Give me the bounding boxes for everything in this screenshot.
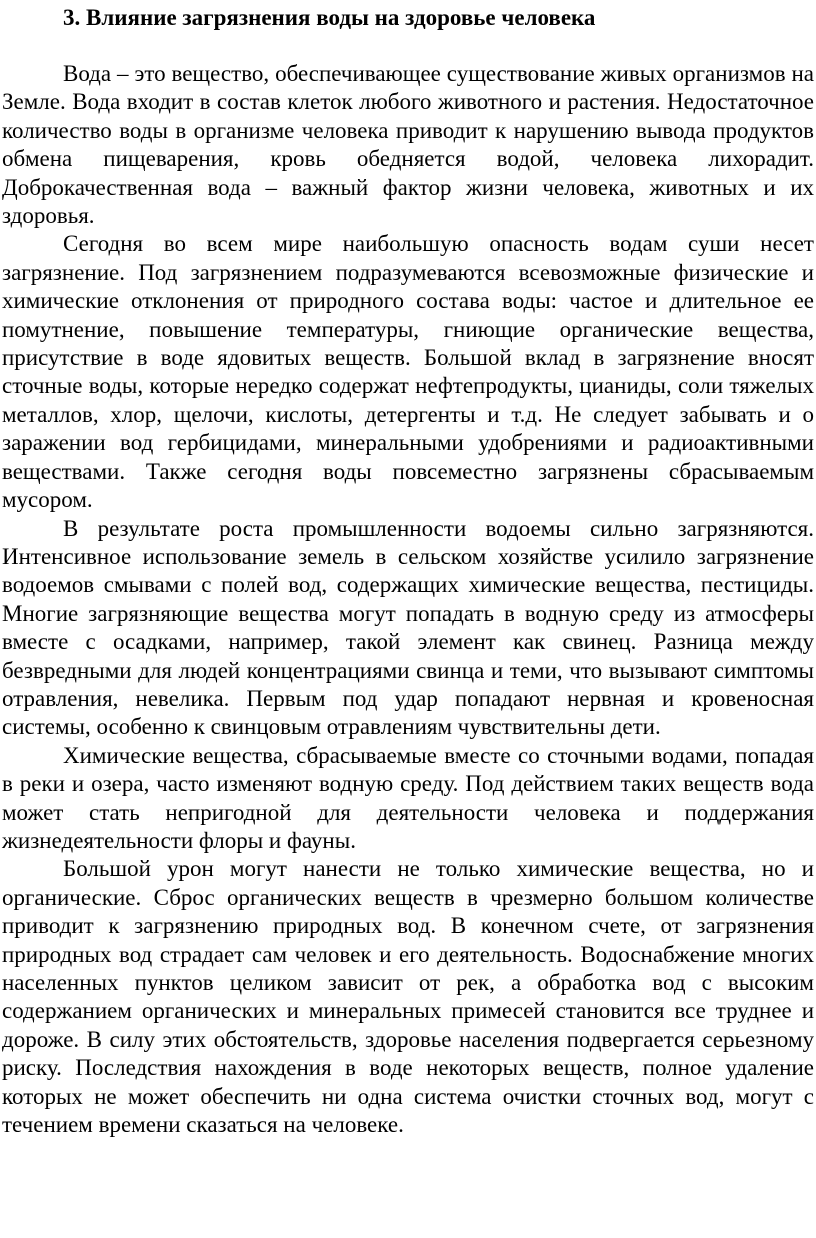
paragraph: В результате роста промышленности водоемы сильно загрязняются. Интенсивное использование земель в сельском хозяйстве усилило загрязнение водоемов смывами с полей вод, содержащих химические вещества, пестициды. Многие загрязняющие вещества могут попадать в водную среду из атмосферы вместе с осадками, например, такой элемент как свинец. Разница между безвредными для людей концентрациями свинца и теми, что вызывают симптомы отравления, невелика. Первым под удар попадают нервная и кровеносная системы, особенно к свинцовым отравлениям чувствительны дети. — [2, 515, 814, 740]
section-heading: 3. Влияние загрязнения воды на здоровье человека — [63, 5, 596, 30]
paragraph: Большой урон могут нанести не только химические вещества, но и органические. Сброс органических веществ в чрезмерно большом количестве приводит к загрязнению природных вод. В конечном счете, от загрязнения природных вод страдает сам человек и его деятельность. Водоснабжение многих населенных пунктов целиком зависит от рек, а обработка вод с высоким содержанием органических и минеральных примесей становится все труднее и дороже. В силу этих обстоятельств, здоровье населения подвергается серьезному риску. Последствия нахождения в воде некоторых веществ, полное удаление которых не может обеспечить ни одна система очистки сточных вод, могут с течением времени сказаться на человеке. — [2, 856, 814, 1138]
paragraph: Сегодня во всем мире наибольшую опасность водам суши несет загрязнение. Под загрязнением подразумеваются всевозможные физические и химические отклонения от природного состава воды: частое и длительное ее помутнение, повышение температуры, гниющие органические вещества, присутствие в воде ядовитых веществ. Большой вклад в загрязнение вносят сточные воды, которые нередко содержат нефтепродукты, цианиды, соли тяжелых металлов, хлор, щелочи, кислоты, детергенты и т.д. Не следует забывать и о заражении вод гербицидами, минеральными удобрениями и радиоактивными веществами. Также сегодня воды повсеместно загрязнены сбрасываемым мусором. — [2, 231, 814, 513]
paragraph: Вода – это вещество, обеспечивающее существование живых организмов на Земле. Вода входит в состав клеток любого животного и растения. Недостаточное количество воды в организме человека приводит к нарушению вывода продуктов обмена пищеварения, кровь обедняется водой, человека лихорадит. Доброкачественная вода – важный фактор жизни человека, животных и их здоровья. — [2, 61, 814, 229]
paragraph: Химические вещества, сбрасываемые вместе со сточными водами, попадая в реки и озера, часто изменяют водную среду. Под действием таких веществ вода может стать непригодной для деятельности человека и поддержания жизнедеятельности флоры и фауны. — [2, 742, 814, 853]
